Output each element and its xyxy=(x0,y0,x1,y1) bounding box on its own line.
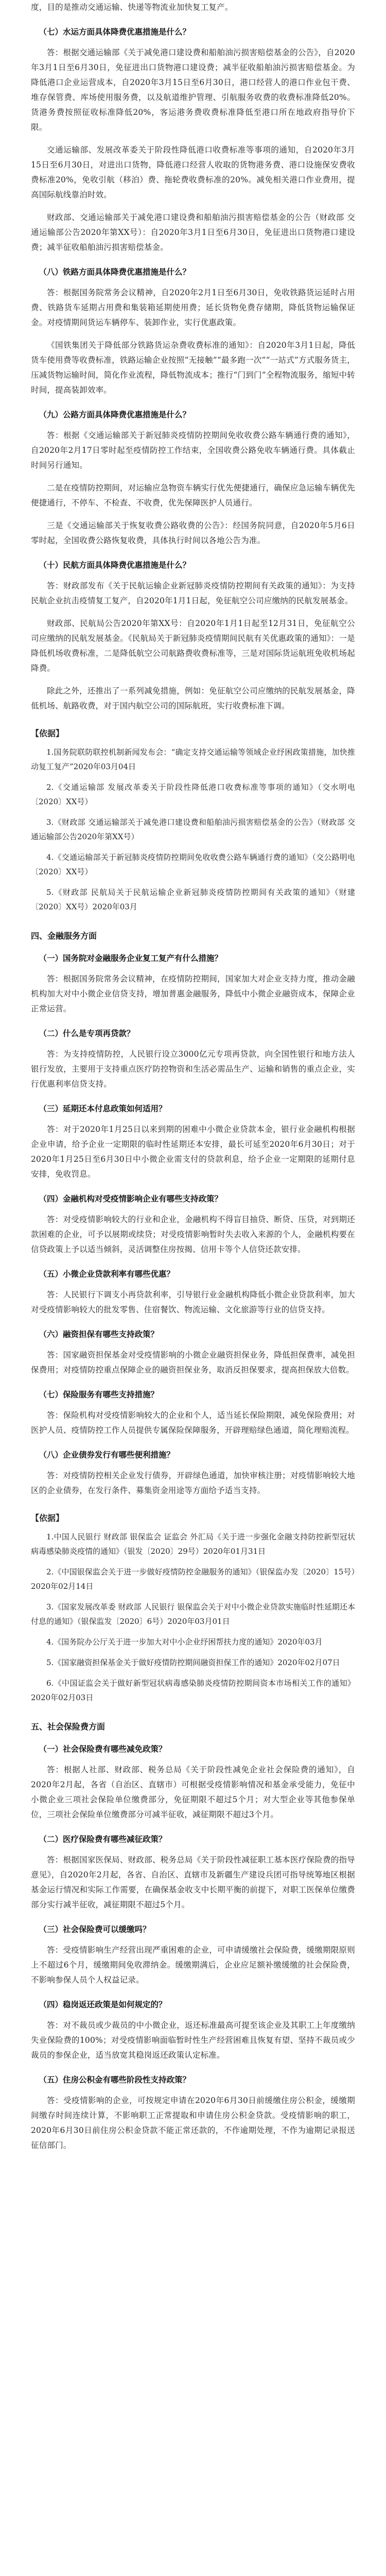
question-item: （八）企业债券发行有哪些便利措施？ xyxy=(39,1450,175,1460)
answer-paragraph: 答：对受疫情影响较大的行业和企业，金融机构不得盲目抽贷、断贷、压贷，对到期还款困难的企业，可予以展期或续贷；对受疫情影响暂时失去收入来源的个人，金融机构要在信贷政策上予以适当倾斜，灵活调整住房按揭、信用卡等个人信贷还款安排。 xyxy=(31,1215,355,1254)
answer-paragraph: 答：根据国务院常务会议精神，在疫情防控期间，国家加大对企业支持力度，推动金融机构加大对中小微企业信贷支持，增加普惠金融服务，降低中小微企业融资成本，保障企业正常运营。 xyxy=(31,974,355,1013)
reference-item: 2.《交通运输部 发展改革委关于阶段性降低港口收费标准等事项的通知》（交水明电〔2020〕XX号） xyxy=(31,783,355,806)
question-item: （六）融资担保有哪些支持政策？ xyxy=(39,1329,159,1339)
references-heading: 【依据】 xyxy=(31,728,64,738)
reference-item: 1.国务院联防联控机制新闻发布会：“确定支持交通运输等领域企业纾困政策措施，加快推动复工复产”2020年03月04日 xyxy=(31,748,355,771)
answer-paragraph: 答：受疫情影响生产经营出现严重困难的企业，可申请缓缴社会保险费，缓缴期限原则上不超过6个月，缓缴期间免收滞纳金。缓缴期满后，企业应足额补缴缓缴的社会保险费，不影响参保人员个人权益记录。 xyxy=(31,1945,355,1985)
answer-paragraph: 答：对不裁员或少裁员的中小微企业，返还标准最高可提至该企业及其职工上年度缴纳失业保险费的100%；对受疫情影响面临暂时性生产经营困难且恢复有望、坚持不裁员或少裁员的参保企业，适当放宽其稳岗返还政策认定标准。 xyxy=(31,2021,355,2060)
answer-paragraph: 答：根据国务院常务会议精神，自2020年2月1日至6月30日，免收铁路货运延时占用费、铁路货车延期占用费和集装箱延期使用费；延长货物免费存储期，降低货物运输保证金。对疫情期间货运车辆停车、装卸作业，实行优惠政策。 xyxy=(31,288,355,327)
answer-paragraph: 答：人民银行下调支小再贷款利率，引导银行业金融机构降低小微企业贷款利率，加大对受疫情影响较大的批发零售、住宿餐饮、物流运输、文化旅游等行业的信贷支持。 xyxy=(31,1290,355,1314)
question-item: （四）金融机构对受疫情影响企业有哪些支持政策？ xyxy=(39,1194,223,1204)
question-railway: （八）铁路方面具体降费优惠措施是什么？ xyxy=(39,267,191,277)
question-item: （二）医疗保险费有哪些减征政策？ xyxy=(39,1834,167,1844)
section-title-finance: 四、金融服务方面 xyxy=(31,931,97,941)
reference-item: 3.《财政部 交通运输部关于减免港口建设费和船舶油污损害赔偿基金的公告》（财政部 交通运输部公告2020年第XX号） xyxy=(31,818,355,841)
question-item: （五）小微企业贷款利率有哪些优惠？ xyxy=(39,1269,175,1279)
reference-item: 1.中国人民银行 财政部 银保监会 证监会 外汇局《关于进一步强化金融支持防控新型冠状病毒感染肺炎疫情的通知》（银发〔2020〕29号）2020年01月31日 xyxy=(31,1532,355,1556)
answer-paragraph: 答：对于2020年1月25日以来到期的困难中小微企业贷款本金，银行业金融机构根据企业申请，给予企业一定期限的临时性延期还本安排，最长可延至2020年6月30日；对于2020年1月25日至6月30日中小微企业需支付的贷款利息，给予企业一定期限的延期付息安排，免收罚息。 xyxy=(31,1125,355,1179)
reference-item: 3.《国家发展改革委 财政部 人民银行 银保监会关于对中小微企业贷款实施临时性延期还本付息的通知》（银保监发〔2020〕6号）2020年03月01日 xyxy=(31,1602,355,1626)
answer-paragraph: 答：财政部发布《关于民航运输企业新冠肺炎疫情防控期间有关政策的通知》：为支持民航企业抗击疫情复工复产，自2020年1月1日起，免征航空公司应缴纳的民航发展基金。 xyxy=(31,581,355,605)
answer-paragraph: 除此之外，还推出了一系列减免措施，例如：免征航空公司应缴纳的民航发展基金，降低机场、航路收费，对于国内航空公司的国际航班，实行收费标准下调。 xyxy=(31,686,355,710)
question-item: （二）什么是专项再贷款？ xyxy=(39,1028,135,1038)
answer-paragraph: 答：根据《交通运输部关于新冠肺炎疫情防控期间免收收费公路车辆通行费的通知》，自2020年2月17日零时起至疫情防控工作结束，全国收费公路免收车辆通行费。具体截止时间另行通知。 xyxy=(31,431,355,470)
answer-paragraph: 答：受疫情影响的企业，可按规定申请在2020年6月30日前缓缴住房公积金，缓缴期间缴存时间连续计算，不影响职工正常提取和申请住房公积金贷款。受疫情影响的职工，2020年6月30日前住房公积金贷款不能正常还款的，不作逾期处理，不作为逾期记录报送征信部门。 xyxy=(31,2096,355,2150)
reference-item: 5.《财政部 民航局关于民航运输企业新冠肺炎疫情防控期间有关政策的通知》（财建〔2020〕XX号）2020年03月 xyxy=(31,888,355,911)
references-heading: 【依据】 xyxy=(31,1513,64,1523)
answer-paragraph: 二是在疫情防控期间，对运输应急物资车辆实行优先便捷通行，确保应急运输车辆优先便捷通行，不停车、不检查、不收费，优先保障医护人员通行。 xyxy=(31,483,355,507)
answer-paragraph: 答：为支持疫情防控，人民银行设立3000亿元专项再贷款，向全国性银行和地方法人银行发放，主要用于支持重点医疗防控物资和生活必需品生产、运输和销售的重点企业，实行优惠利率信贷支持。 xyxy=(31,1049,355,1089)
answer-paragraph: 答：对疫情防控相关企业发行债券，开辟绿色通道，加快审核注册；对疫情影响较大地区的企业债券，在发行条件、募集资金用途等方面给予适当支持。 xyxy=(31,1471,355,1495)
reference-item: 2.《中国银保监会关于进一步做好疫情防控金融服务的通知》（银保监办发〔2020〕15号）2020年02月14日 xyxy=(31,1567,355,1591)
question-item: （三）社会保险费可以缓缴吗？ xyxy=(39,1924,151,1934)
answer-paragraph: 答：根据人社部、财政部、税务总局《关于阶段性减免企业社会保险费的通知》，自2020年2月起，各省（自治区、直辖市）可根据受疫情影响情况和基金承受能力，免征中小微企业三项社会保险单位缴费部分，免征期限不超过5个月；对大型企业等其他参保单位，三项社会保险单位缴费部分可减半征收，减征期限不超过3个月。 xyxy=(31,1765,355,1819)
answer-paragraph: 三是《交通运输部关于恢复收费公路收费的公告》：经国务院同意，自2020年5月6日零时起，全国收费公路恢复收费，具体执行时间以各地公告为准。 xyxy=(31,521,355,545)
question-highway: （九）公路方面具体降费优惠措施是什么？ xyxy=(39,410,191,419)
reference-item: 6.《中国证监会关于做好新型冠状病毒感染肺炎疫情防控期间资本市场相关工作的通知》2020年02月03日 xyxy=(31,1679,355,1702)
reference-item: 4.《交通运输部关于新冠肺炎疫情防控期间免收收费公路车辆通行费的通知》（交公路明电〔2020〕XX号） xyxy=(31,853,355,876)
question-item: （四）稳岗返还政策是如何规定的？ xyxy=(39,1999,167,2009)
question-item: （三）延期还本付息政策如何适用？ xyxy=(39,1104,167,1113)
question-item: （五）住房公积金有哪些阶段性支持政策？ xyxy=(39,2075,191,2084)
answer-paragraph: 答：根据国家医保局、财政部、税务总局《关于阶段性减征职工基本医疗保险费的指导意见》，自2020年2月起，各省、自治区、直辖市及新疆生产建设兵团可指导统筹地区根据基金运行情况和实际工作需要，在确保基金收支中长期平衡的前提下，对职工医保单位缴费部分实行减半征收，减征期限不超过5个月。 xyxy=(31,1855,355,1909)
answer-paragraph: 答：保险机构对受疫情影响较大的企业和个人，适当延长保险期限，减免保险费用；对医护人员、疫情防控工作人员提供专属保险保障服务，开辟理赔绿色通道，简化理赔流程。 xyxy=(31,1411,355,1435)
answer-paragraph: 答：根据交通运输部《关于减免港口建设费和船舶油污损害赔偿基金的公告》，自2020年3月1日至6月30日，免征进出口货物港口建设费；减半征收船舶油污损害赔偿基金。为降低港口企业运营成本，自2020年3月15日至6月30日，港口经营人的港口作业包干费、堆存保管费、库场使用服务费，以及航道维护管理、引航服务收费的收费标准降低20%。货港务费按照征收标准降低20%，客运港务费收费标准降低至港口所在地政府指导价下限。 xyxy=(31,48,355,132)
question-water-transport: （七）水运方面具体降费优惠措施是什么？ xyxy=(39,27,191,37)
answer-paragraph: 答：国家融资担保基金对受疫情影响的小微企业融资担保业务，降低担保费率，减免担保费用；对疫情防控重点保障企业的融资担保业务，取消反担保要求，提高担保放大倍数。 xyxy=(31,1350,355,1375)
answer-paragraph: 《国铁集团关于降低部分铁路货运杂费收费标准的通知》：自2020年3月1日起，降低货车使用费等收费标准，铁路运输企业按照“无接触”“最多跑一次”“一站式”方式服务货主，压减货物运输时间，简化作业流程，降低物流成本；推行“门到门”全程物流服务，缩短中转时间，提高装卸效率。 xyxy=(31,341,355,395)
section-title-social-insurance: 五、社会保险费方面 xyxy=(31,1722,106,1732)
reference-item: 4.《国务院办公厅关于进一步加大对中小企业纾困帮扶力度的通知》2020年03月 xyxy=(46,1637,323,1647)
question-item: （七）保险服务有哪些支持措施？ xyxy=(39,1389,159,1399)
question-item: （一）社会保险费有哪些减免政策？ xyxy=(39,1744,167,1754)
question-aviation: （十）民航方面具体降费优惠措施是什么？ xyxy=(39,560,191,570)
answer-paragraph: 财政部、民航局公告2020年第XX号：自2020年1月1日起至12月31日，免征航空公司应缴纳的民航发展基金。《民航局关于新冠肺炎疫情期间民航有关优惠政策的通知》：一是降低机场收费标准，二是降低航空公司航路费收费标准等，三是对国际货运航班免收机场起降费。 xyxy=(31,619,355,673)
intro-paragraph: 度，目的是推动交通运输、快递等物流业加快复工复产。 xyxy=(31,3,233,12)
answer-paragraph: 交通运输部、发展改革委关于阶段性降低港口收费标准等事项的通知，自2020年3月15日至6月30日，对进出口货物，降低港口经营人收取的货物港务费、港口设施保安费收费标准20%，免收引航（移泊）费、拖轮费收费标准的20%。减免相关港口作业费用，提高国际航线靠泊时效。 xyxy=(31,145,355,199)
answer-paragraph: 财政部、交通运输部关于减免港口建设费和船舶油污损害赔偿基金的公告（财政部 交通运输部公告2020年第XX号）：自2020年3月1日至6月30日，免征进出口货物港口建设费；减半征收船舶油污损害赔偿基金。 xyxy=(31,213,355,252)
question-item: （一）国务院对金融服务企业复工复产有什么措施？ xyxy=(39,953,223,963)
reference-item: 5.《国家融资担保基金关于做好疫情防控期间融资担保工作的通知》2020年02月07日 xyxy=(46,1658,340,1667)
